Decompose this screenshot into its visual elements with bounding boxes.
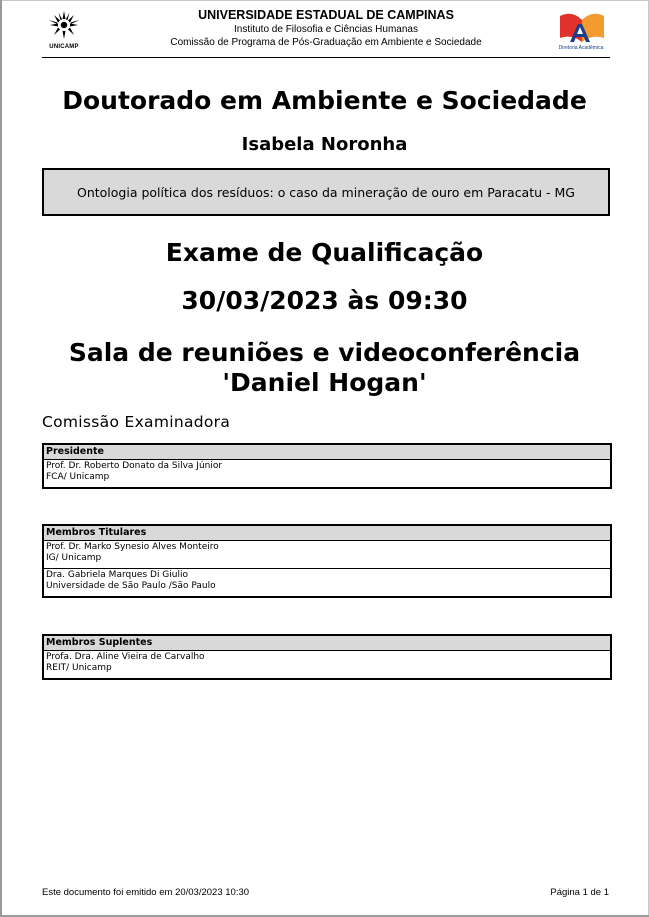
document-header [42, 6, 610, 58]
member-institution: IG/ Unicamp [46, 553, 102, 563]
institute-name: Instituto de Filosofia e Ciências Humanas [234, 24, 418, 35]
program-title: Doutorado em Ambiente e Sociedade [62, 86, 587, 115]
member-institution: REIT/ Unicamp [46, 663, 112, 673]
exam-location-line2: 'Daniel Hogan' [222, 368, 427, 397]
page-border-top [0, 0, 649, 1]
exam-type: Exame de Qualificação [165, 238, 484, 267]
table-row [44, 569, 610, 596]
table-row [44, 460, 610, 487]
table-row [44, 541, 610, 569]
footer-issued-date: Este documento foi emitido em 20/03/2023 10:30 [42, 887, 250, 898]
titulares-table-header: Membros Titulares [44, 526, 610, 541]
dac-logo-label: Diretoria Acadêmica [558, 45, 604, 51]
commission-name: Comissão de Programa de Pós-Graduação em Ambiente e Sociedade [170, 37, 482, 48]
suplentes-table [42, 634, 612, 680]
thesis-title: Ontologia política dos resíduos: o caso da mineração de ouro em Paracatu - MG [77, 184, 575, 200]
suplentes-table-header: Membros Suplentes [44, 636, 610, 651]
titulares-table [42, 524, 612, 598]
thesis-title-box [42, 168, 610, 216]
president-table [42, 443, 612, 489]
member-institution: FCA/ Unicamp [46, 472, 110, 482]
member-name: Prof. Dr. Marko Synesio Alves Monteiro [46, 542, 219, 552]
committee-heading: Comissão Examinadora [42, 413, 231, 431]
footer-page-number: Página 1 de 1 [550, 887, 609, 898]
unicamp-logo-label: UNICAMP [49, 44, 79, 50]
student-name: Isabela Noronha [241, 134, 408, 155]
president-table-header: Presidente [44, 445, 610, 460]
member-name: Prof. Dr. Roberto Donato da Silva Júnior [46, 461, 223, 471]
member-name: Profa. Dra. Aline Vieira de Carvalho [46, 652, 205, 662]
table-row [44, 651, 610, 678]
member-name: Dra. Gabriela Marques Di Giulio [46, 570, 188, 580]
exam-datetime: 30/03/2023 às 09:30 [181, 286, 468, 315]
exam-location [30, 338, 619, 398]
exam-location-line1: Sala de reuniões e videoconferência [68, 338, 581, 367]
member-institution: Universidade de São Paulo /São Paulo [46, 581, 216, 591]
header-text-block [102, 8, 550, 49]
university-name: UNIVERSIDADE ESTADUAL DE CAMPINAS [198, 8, 454, 22]
